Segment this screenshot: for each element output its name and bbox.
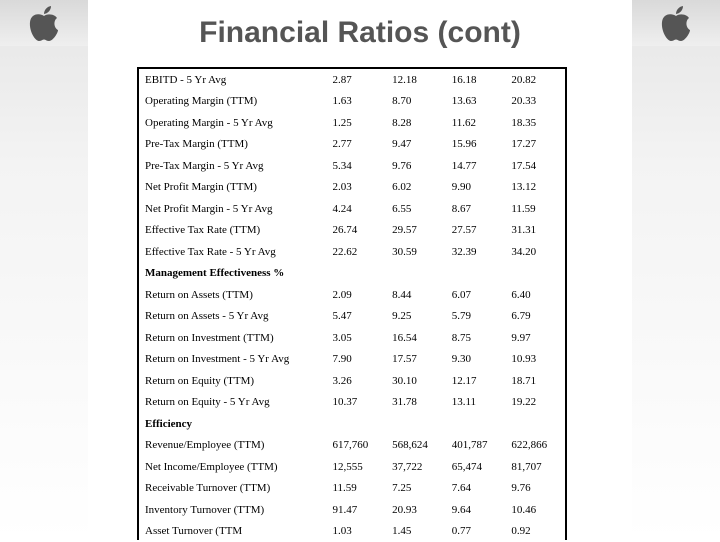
- table-row: [139, 177, 565, 199]
- row-value: 8.67: [446, 198, 506, 220]
- row-value: 34.20: [505, 241, 565, 263]
- row-value: 10.46: [505, 499, 565, 521]
- row-value: 31.31: [505, 220, 565, 242]
- table-row: [139, 112, 565, 134]
- row-value: 617,760: [326, 435, 386, 457]
- row-value: 2.87: [326, 69, 386, 91]
- row-value: 8.28: [386, 112, 446, 134]
- slide-title: Financial Ratios (cont): [0, 16, 720, 50]
- row-value: 6.79: [505, 306, 565, 328]
- row-label: Net Income/Employee (TTM): [139, 456, 326, 478]
- table-row: [139, 198, 565, 220]
- row-value: 0.77: [446, 521, 506, 542]
- row-value: 15.96: [446, 134, 506, 156]
- row-value: 11.59: [326, 478, 386, 500]
- table-row: [139, 456, 565, 478]
- table-row: [139, 521, 565, 542]
- row-label: Revenue/Employee (TTM): [139, 435, 326, 457]
- row-value: 1.45: [386, 521, 446, 542]
- row-value: 6.07: [446, 284, 506, 306]
- row-value: 20.93: [386, 499, 446, 521]
- row-value: 4.24: [326, 198, 386, 220]
- row-label: Pre-Tax Margin - 5 Yr Avg: [139, 155, 326, 177]
- row-value: 31.78: [386, 392, 446, 414]
- row-value: 2.03: [326, 177, 386, 199]
- table-row: [139, 435, 565, 457]
- row-value: 14.77: [446, 155, 506, 177]
- row-value: 81,707: [505, 456, 565, 478]
- row-value: 22.62: [326, 241, 386, 263]
- row-value: 8.75: [446, 327, 506, 349]
- row-label: Effective Tax Rate (TTM): [139, 220, 326, 242]
- row-value: 18.71: [505, 370, 565, 392]
- table-row: [139, 306, 565, 328]
- row-label: Operating Margin - 5 Yr Avg: [139, 112, 326, 134]
- table-row: [139, 327, 565, 349]
- section-header-row: [139, 413, 565, 435]
- row-label: EBITD - 5 Yr Avg: [139, 69, 326, 91]
- row-value: 13.63: [446, 91, 506, 113]
- table-row: [139, 69, 565, 91]
- left-decorative-strip: [0, 0, 88, 540]
- row-value: 32.39: [446, 241, 506, 263]
- row-value: 26.74: [326, 220, 386, 242]
- row-value: 1.25: [326, 112, 386, 134]
- row-value: 9.76: [386, 155, 446, 177]
- row-label: Return on Equity - 5 Yr Avg: [139, 392, 326, 414]
- section-header-label: Efficiency: [139, 413, 565, 435]
- row-value: 568,624: [386, 435, 446, 457]
- row-value: 8.44: [386, 284, 446, 306]
- row-label: Return on Assets (TTM): [139, 284, 326, 306]
- row-value: 9.64: [446, 499, 506, 521]
- row-value: 0.92: [505, 521, 565, 542]
- row-value: 7.64: [446, 478, 506, 500]
- row-value: 20.82: [505, 69, 565, 91]
- row-value: 65,474: [446, 456, 506, 478]
- row-value: 401,787: [446, 435, 506, 457]
- row-value: 16.18: [446, 69, 506, 91]
- row-value: 7.25: [386, 478, 446, 500]
- row-label: Return on Assets - 5 Yr Avg: [139, 306, 326, 328]
- table-row: [139, 478, 565, 500]
- table-row: [139, 349, 565, 371]
- row-value: 10.93: [505, 349, 565, 371]
- row-value: 16.54: [386, 327, 446, 349]
- table-row: [139, 91, 565, 113]
- row-value: 18.35: [505, 112, 565, 134]
- table-row: [139, 499, 565, 521]
- row-value: 11.62: [446, 112, 506, 134]
- row-value: 6.55: [386, 198, 446, 220]
- row-value: 622,866: [505, 435, 565, 457]
- row-value: 1.03: [326, 521, 386, 542]
- row-label: Net Profit Margin (TTM): [139, 177, 326, 199]
- row-label: Asset Turnover (TTM: [139, 521, 326, 542]
- row-value: 9.76: [505, 478, 565, 500]
- table-row: [139, 370, 565, 392]
- row-value: 13.12: [505, 177, 565, 199]
- row-value: 30.59: [386, 241, 446, 263]
- row-label: Return on Investment (TTM): [139, 327, 326, 349]
- row-value: 2.77: [326, 134, 386, 156]
- financial-ratios-table-body: [139, 69, 565, 542]
- row-value: 1.63: [326, 91, 386, 113]
- row-value: 7.90: [326, 349, 386, 371]
- table-row: [139, 155, 565, 177]
- row-value: 20.33: [505, 91, 565, 113]
- row-value: 30.10: [386, 370, 446, 392]
- row-label: Operating Margin (TTM): [139, 91, 326, 113]
- right-decorative-strip: [632, 0, 720, 540]
- row-value: 19.22: [505, 392, 565, 414]
- row-value: 12.17: [446, 370, 506, 392]
- row-value: 9.47: [386, 134, 446, 156]
- row-label: Return on Investment - 5 Yr Avg: [139, 349, 326, 371]
- table-row: [139, 241, 565, 263]
- row-value: 29.57: [386, 220, 446, 242]
- table-row: [139, 284, 565, 306]
- row-value: 3.26: [326, 370, 386, 392]
- row-value: 13.11: [446, 392, 506, 414]
- row-value: 17.54: [505, 155, 565, 177]
- row-label: Effective Tax Rate - 5 Yr Avg: [139, 241, 326, 263]
- row-value: 9.97: [505, 327, 565, 349]
- table-row: [139, 134, 565, 156]
- row-value: 5.47: [326, 306, 386, 328]
- financial-ratios-table: [139, 69, 565, 542]
- section-header-row: [139, 263, 565, 285]
- row-value: 12.18: [386, 69, 446, 91]
- row-value: 27.57: [446, 220, 506, 242]
- row-value: 5.79: [446, 306, 506, 328]
- row-label: Net Profit Margin - 5 Yr Avg: [139, 198, 326, 220]
- row-value: 2.09: [326, 284, 386, 306]
- row-value: 37,722: [386, 456, 446, 478]
- row-value: 6.02: [386, 177, 446, 199]
- row-label: Return on Equity (TTM): [139, 370, 326, 392]
- row-label: Pre-Tax Margin (TTM): [139, 134, 326, 156]
- section-header-label: Management Effectiveness %: [139, 263, 565, 285]
- row-label: Inventory Turnover (TTM): [139, 499, 326, 521]
- row-value: 9.90: [446, 177, 506, 199]
- row-value: 12,555: [326, 456, 386, 478]
- row-value: 8.70: [386, 91, 446, 113]
- table-row: [139, 392, 565, 414]
- row-value: 9.25: [386, 306, 446, 328]
- row-value: 6.40: [505, 284, 565, 306]
- row-label: Receivable Turnover (TTM): [139, 478, 326, 500]
- ratios-table-container: [137, 67, 567, 540]
- row-value: 9.30: [446, 349, 506, 371]
- row-value: 11.59: [505, 198, 565, 220]
- row-value: 91.47: [326, 499, 386, 521]
- row-value: 5.34: [326, 155, 386, 177]
- row-value: 17.27: [505, 134, 565, 156]
- row-value: 3.05: [326, 327, 386, 349]
- row-value: 10.37: [326, 392, 386, 414]
- row-value: 17.57: [386, 349, 446, 371]
- table-row: [139, 220, 565, 242]
